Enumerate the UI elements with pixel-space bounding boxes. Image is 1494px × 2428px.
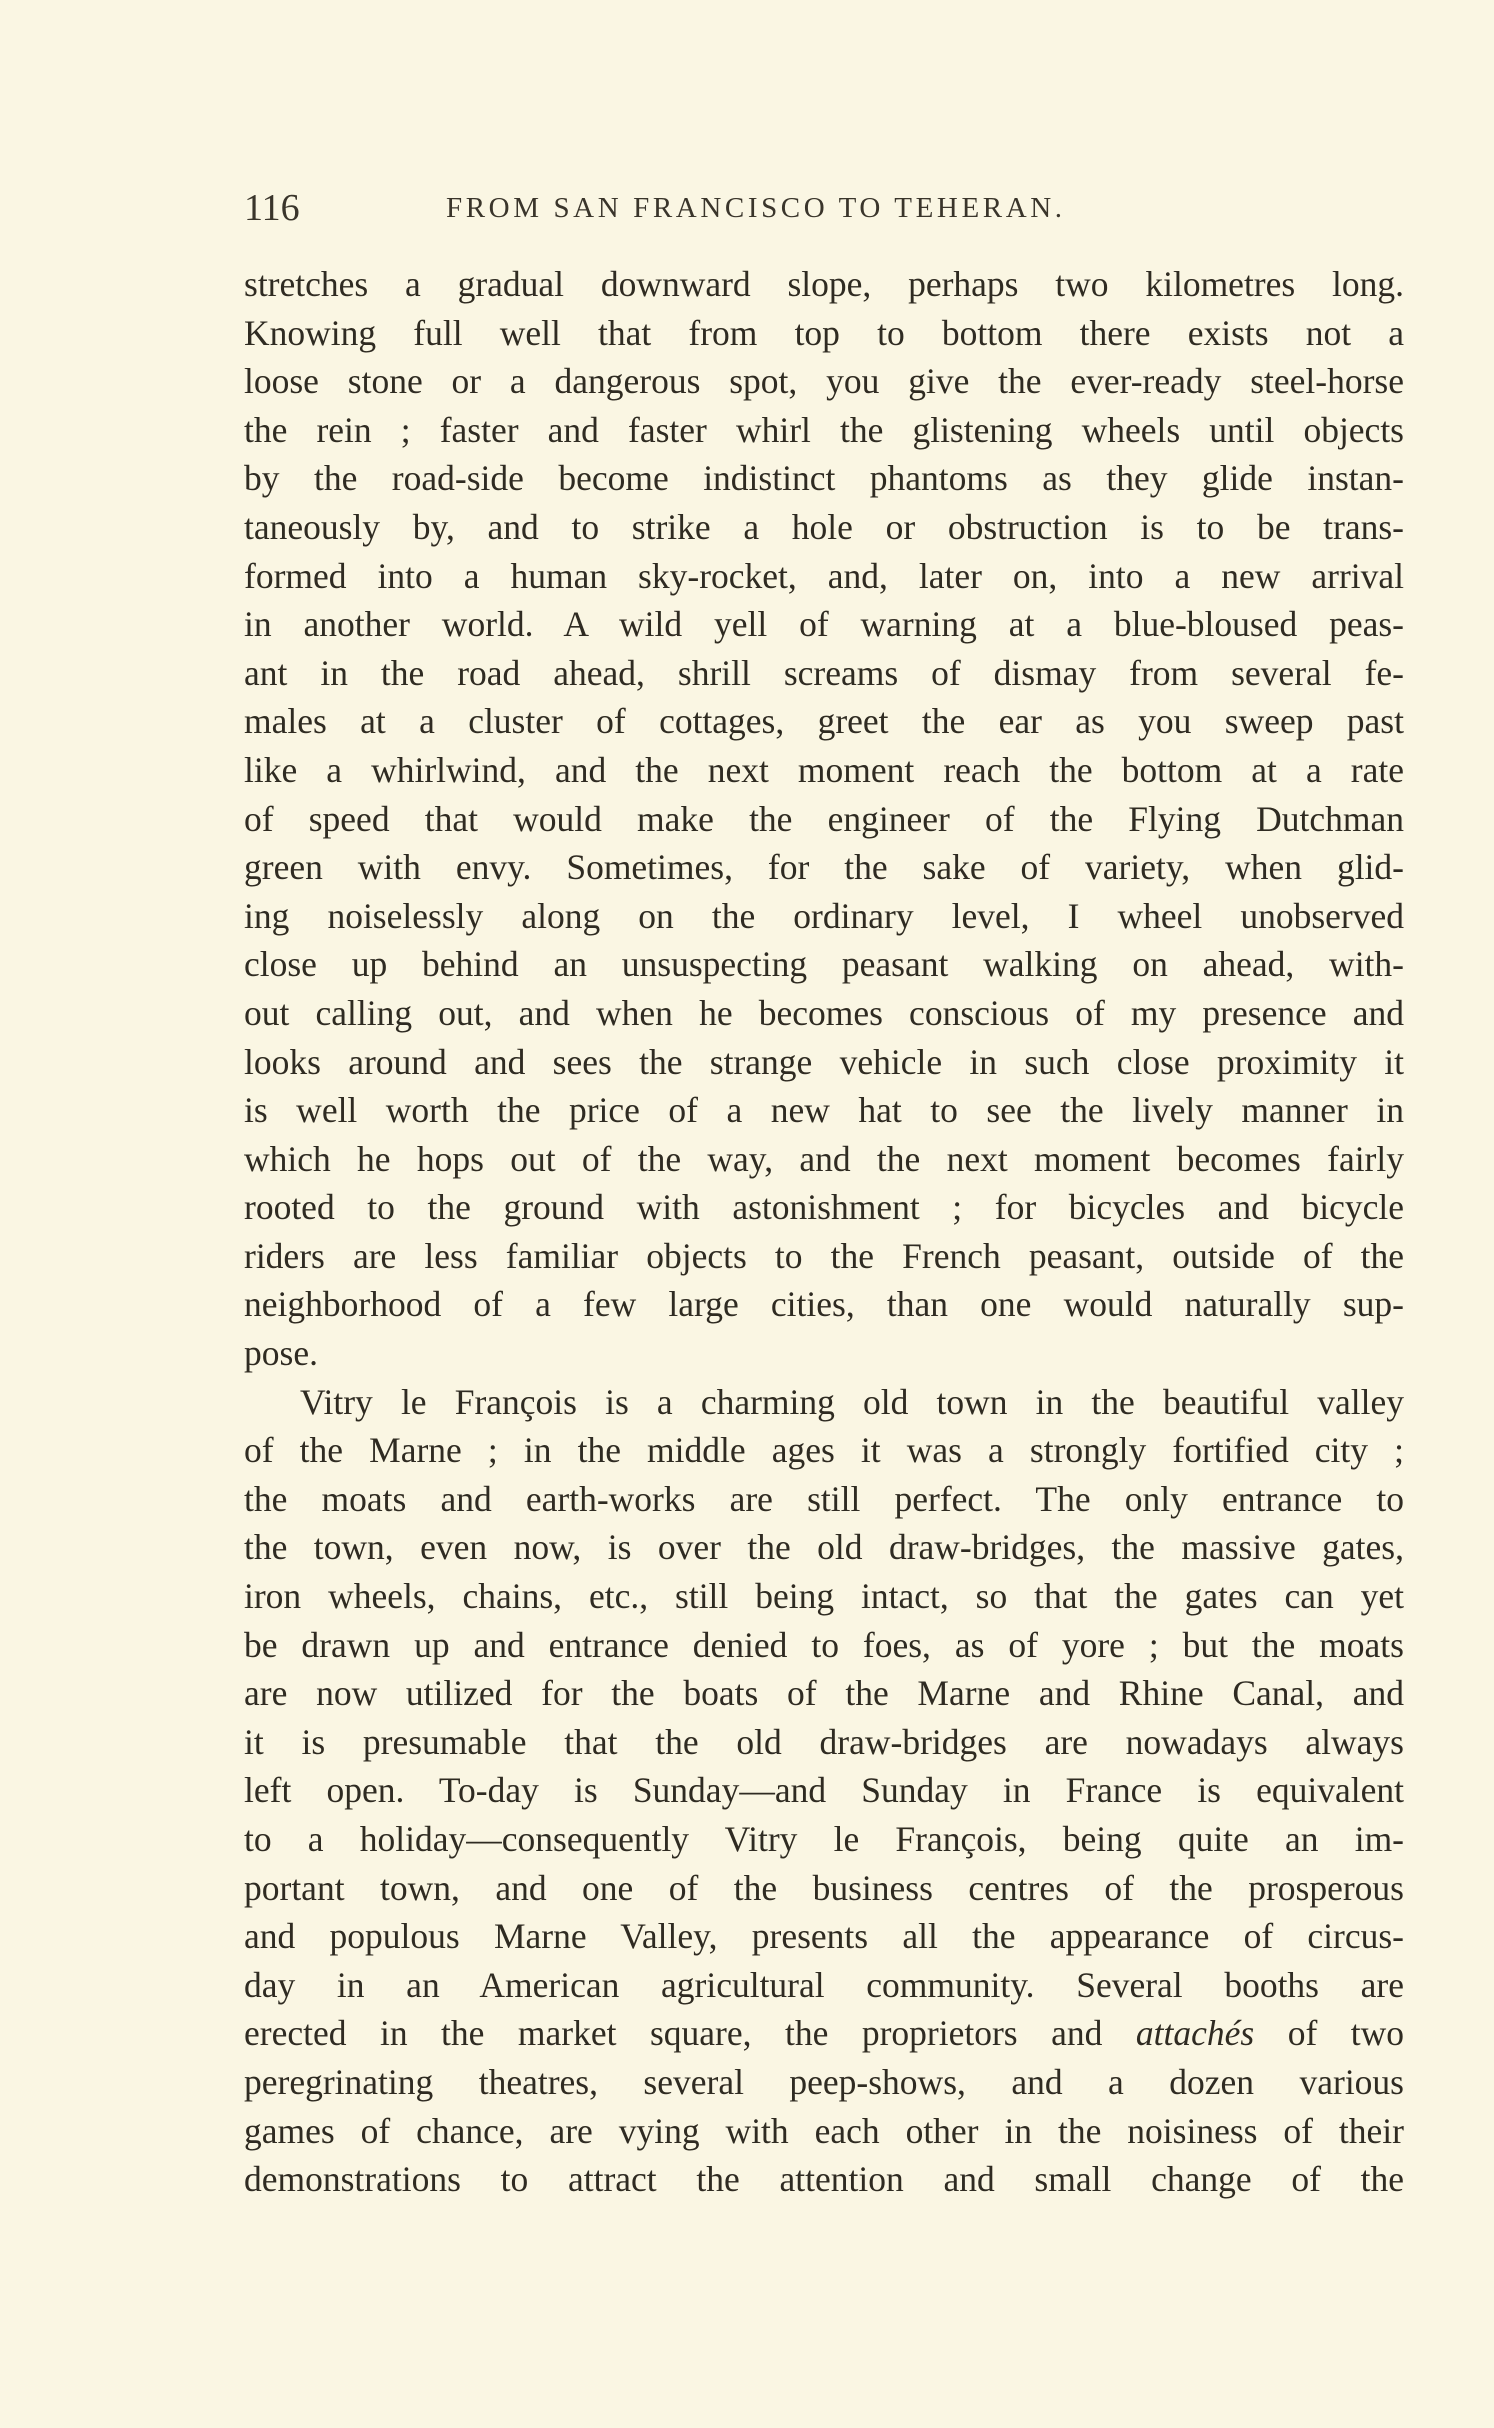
text-line: Knowing full well that from top to bottom there exists not a — [244, 312, 1404, 353]
paragraph-start-line: Vitry le François is a charming old town in the beautiful valley — [300, 1381, 1404, 1422]
text-line-with-italic — [244, 2009, 1404, 2058]
text-line: be drawn up and entrance denied to foes, as of yore ; but the moats — [244, 1624, 1404, 1665]
text-line: the rein ; faster and faster whirl the glistening wheels until objects — [244, 409, 1404, 450]
text-line: of speed that would make the engineer of the Flying Dutchman — [244, 798, 1404, 839]
text-line: ant in the road ahead, shrill screams of dismay from several fe- — [244, 652, 1404, 693]
text-line: by the road-side become indistinct phantoms as they glide instan- — [244, 458, 1404, 499]
running-title: FROM SAN FRANCISCO TO TEHERAN. — [446, 192, 1066, 224]
body-text — [244, 260, 1404, 2204]
text-line: out calling out, and when he becomes conscious of my presence and — [244, 992, 1404, 1033]
text-line: peregrinating theatres, several peep-shows, and a dozen various — [244, 2061, 1404, 2102]
text-line: close up behind an unsuspecting peasant walking on ahead, with- — [244, 944, 1404, 985]
text-line: males at a cluster of cottages, greet the ear as you sweep past — [244, 701, 1404, 742]
text-line: games of chance, are vying with each other in the noisiness of their — [244, 2110, 1404, 2151]
page-number: 116 — [244, 187, 300, 229]
text-line: ing noiselessly along on the ordinary level, I wheel unobserved — [244, 895, 1404, 936]
text-line: green with envy. Sometimes, for the sake of variety, when glid- — [244, 847, 1404, 888]
text-line: demonstrations to attract the attention and small change of the — [244, 2159, 1404, 2200]
text-line: the town, even now, is over the old draw-bridges, the massive gates, — [244, 1527, 1404, 1568]
running-head — [244, 183, 1404, 233]
text-line: it is presumable that the old draw-bridges are nowadays always — [244, 1721, 1404, 1762]
text-line: formed into a human sky-rocket, and, later on, into a new arrival — [244, 555, 1404, 596]
paragraph-end-line: pose. — [244, 1333, 318, 1374]
text-line: in another world. A wild yell of warning at a blue-bloused peas- — [244, 604, 1404, 645]
text-line: stretches a gradual downward slope, perhaps two kilometres long. — [244, 264, 1404, 304]
text-line: are now utilized for the boats of the Marne and Rhine Canal, and — [244, 1673, 1404, 1714]
text-line: taneously by, and to strike a hole or obstruction is to be trans- — [244, 506, 1404, 547]
text-line: riders are less familiar objects to the French peasant, outside of the — [244, 1235, 1404, 1276]
text-line: is well worth the price of a new hat to see the lively manner in — [244, 1090, 1404, 1131]
text-line: loose stone or a dangerous spot, you give the ever-ready steel-horse — [244, 361, 1404, 402]
text-line: looks around and sees the strange vehicle in such close proximity it — [244, 1041, 1404, 1082]
text-line: of the Marne ; in the middle ages it was a strongly fortified city ; — [244, 1430, 1404, 1471]
text-segment: erected in the market square, the proprietors and — [244, 2013, 1103, 2054]
text-line: left open. To-day is Sunday—and Sunday in France is equivalent — [244, 1770, 1404, 1811]
italic-word: attachés — [1135, 2013, 1255, 2054]
text-line: to a holiday—consequently Vitry le François, being quite an im- — [244, 1819, 1404, 1859]
text-line: iron wheels, chains, etc., still being intact, so that the gates can yet — [244, 1576, 1404, 1617]
text-line: neighborhood of a few large cities, than one would naturally sup- — [244, 1284, 1404, 1325]
text-line: like a whirlwind, and the next moment reach the bottom at a rate — [244, 749, 1404, 790]
text-line: which he hops out of the way, and the next moment becomes fairly — [244, 1138, 1404, 1179]
text-line: portant town, and one of the business centres of the prosperous — [244, 1867, 1404, 1908]
text-line: the moats and earth-works are still perfect. The only entrance to — [244, 1478, 1404, 1519]
text-line: day in an American agricultural community. Several booths are — [244, 1964, 1404, 2005]
text-segment: of two — [1287, 2013, 1405, 2054]
text-line: rooted to the ground with astonishment ; for bicycles and bicycle — [244, 1187, 1404, 1228]
text-line: and populous Marne Valley, presents all the appearance of circus- — [244, 1916, 1404, 1957]
